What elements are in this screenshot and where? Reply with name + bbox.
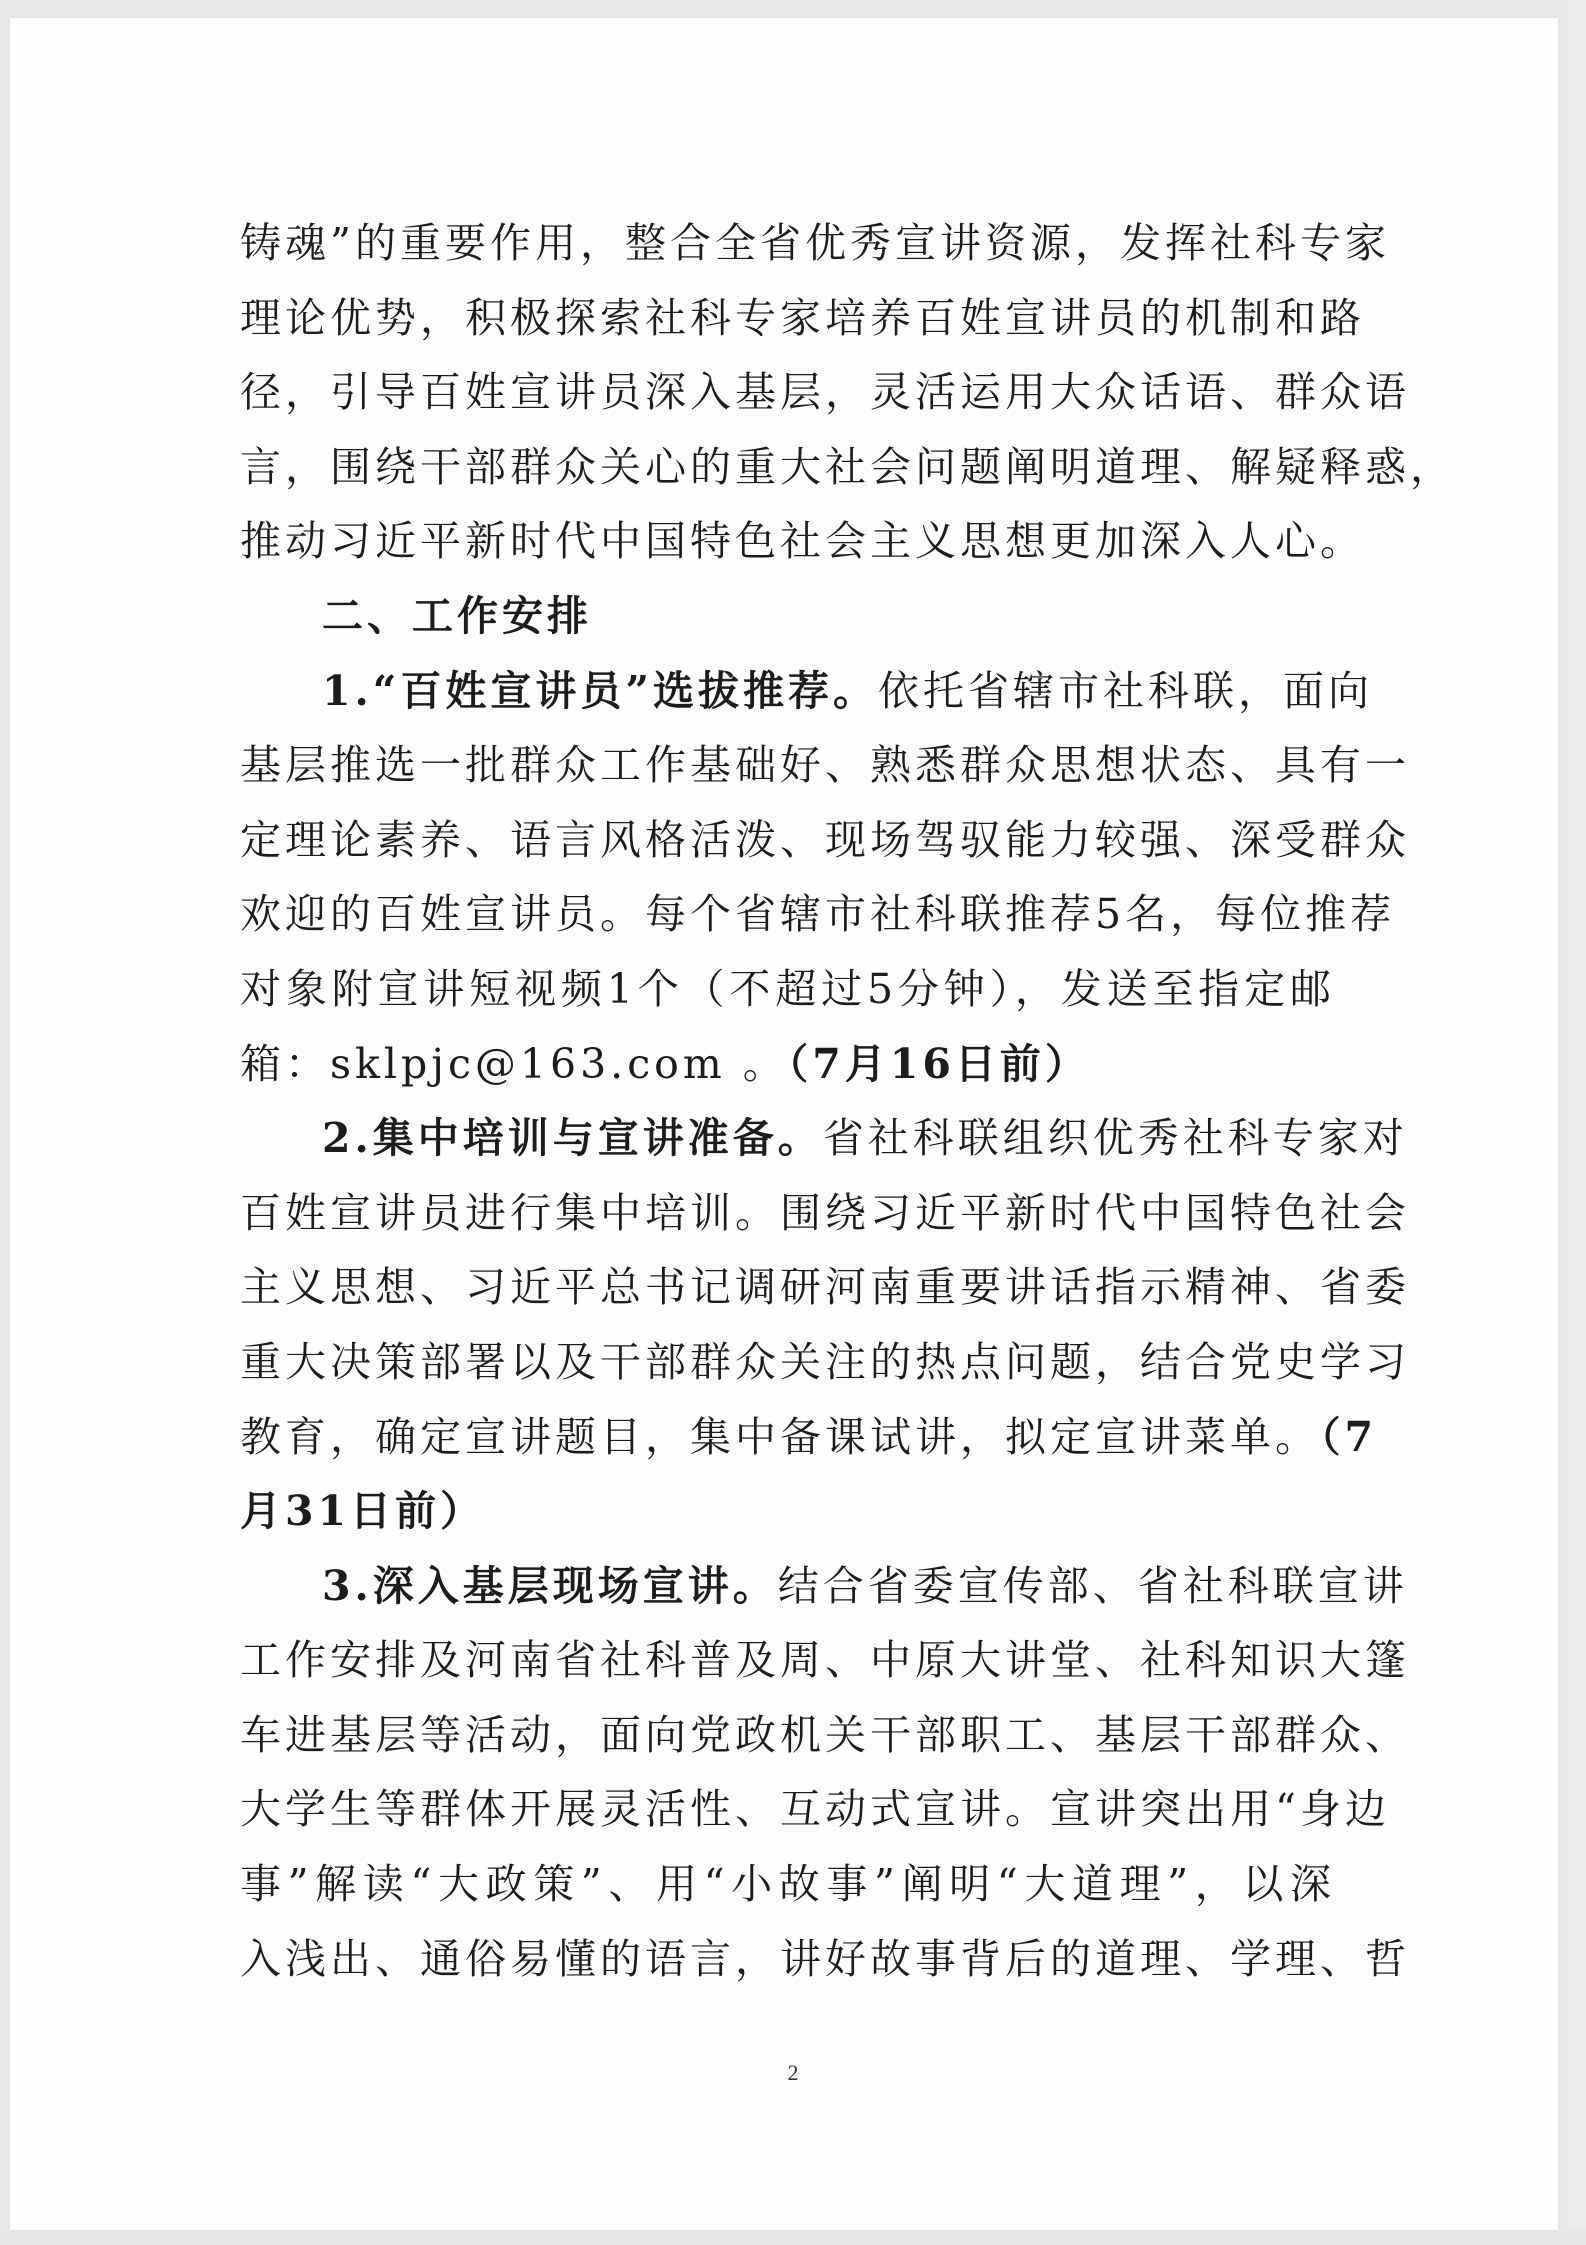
item2-line: 主义思想、习近平总书记调研河南重要讲话指示精神、省委 <box>240 1263 1410 1312</box>
item3-line: 入浅出、通俗易懂的语言，讲好故事背后的道理、学理、哲 <box>240 1934 1410 1983</box>
item1-line: 定理论素养、语言风格活泼、现场驾驭能力较强、深受群众 <box>240 815 1410 864</box>
scan-edge-bottom <box>0 2231 1586 2245</box>
item1-line: 基层推选一批群众工作基础好、熟悉群众思想状态、具有一 <box>240 741 1410 790</box>
item3-line: 大学生等群体开展灵活性、互动式宣讲。宣讲突出用“身边 <box>240 1785 1390 1834</box>
item1-deadline: （7月16日前） <box>787 1039 1090 1088</box>
item1-line: 对象附宣讲短视频1个（不超过5分钟），发送至指定邮 <box>240 964 1335 1013</box>
paragraph-line: 铸魂”的重要作用，整合全省优秀宣讲资源，发挥社科专家 <box>240 219 1390 267</box>
item3-first-line-text: 结合省委宣传部、省社科联宣讲 <box>777 1561 1408 1610</box>
item3-line: 车进基层等活动，面向党政机关干部职工、基层干部群众、 <box>240 1710 1410 1759</box>
item2-first-line-text: 省社科联组织优秀社科专家对 <box>822 1114 1408 1163</box>
document-body <box>240 206 1455 1996</box>
scan-edge-right <box>1568 0 1586 2245</box>
item1-last-line <box>240 1027 1335 1102</box>
page-number: 2 <box>787 2060 799 2085</box>
item2-line: 百姓宣讲员进行集中培训。围绕习近平新时代中国特色社会 <box>240 1188 1410 1237</box>
item2-line-deadline <box>240 1400 1378 1475</box>
paragraph-line: 推动习近平新时代中国特色社会主义思想更加深入人心。 <box>240 517 1365 566</box>
item1-first-line-text: 依托省辖市社科联，面向 <box>877 666 1373 715</box>
item1-first-line <box>240 654 1373 729</box>
item2-deadline-start: （7 <box>1320 1412 1378 1461</box>
item2-deadline-end: 月31日前） <box>240 1487 486 1536</box>
item2-first-line <box>240 1101 1408 1176</box>
paragraph-line: 径，引导百姓宣讲员深入基层，灵活运用大众话语、群众语 <box>240 368 1410 417</box>
email-address: 箱：sklpjc@163.com 。 <box>240 1039 788 1088</box>
item2-line: 重大决策部署以及干部群众关注的热点问题，结合党史学习 <box>240 1337 1410 1386</box>
paragraph-line: 理论优势，积极探索社科专家培养百姓宣讲员的机制和路 <box>240 293 1365 342</box>
item3-line: 事”解读“大政策”、用“小故事”阐明“大道理”，以深 <box>240 1860 1335 1909</box>
item2-title: 2.集中培训与宣讲准备。 <box>322 1114 823 1163</box>
section-heading: 二、工作安排 <box>322 591 592 640</box>
item3-first-line <box>240 1549 1408 1624</box>
item1-title: 1.“百姓宣讲员”选拔推荐。 <box>322 666 878 715</box>
item3-title: 3.深入基层现场宣讲。 <box>322 1561 778 1610</box>
item2-line-text: 教育，确定宣讲题目，集中备课试讲，拟定宣讲菜单。 <box>240 1412 1320 1461</box>
item3-line: 工作安排及河南省社科普及周、中原大讲堂、社科知识大篷 <box>240 1636 1410 1685</box>
paragraph-line: 言，围绕干部群众关心的重大社会问题阐明道理、解疑释惑， <box>240 442 1455 491</box>
item1-line: 欢迎的百姓宣讲员。每个省辖市社科联推荐5名，每位推荐 <box>240 890 1396 939</box>
